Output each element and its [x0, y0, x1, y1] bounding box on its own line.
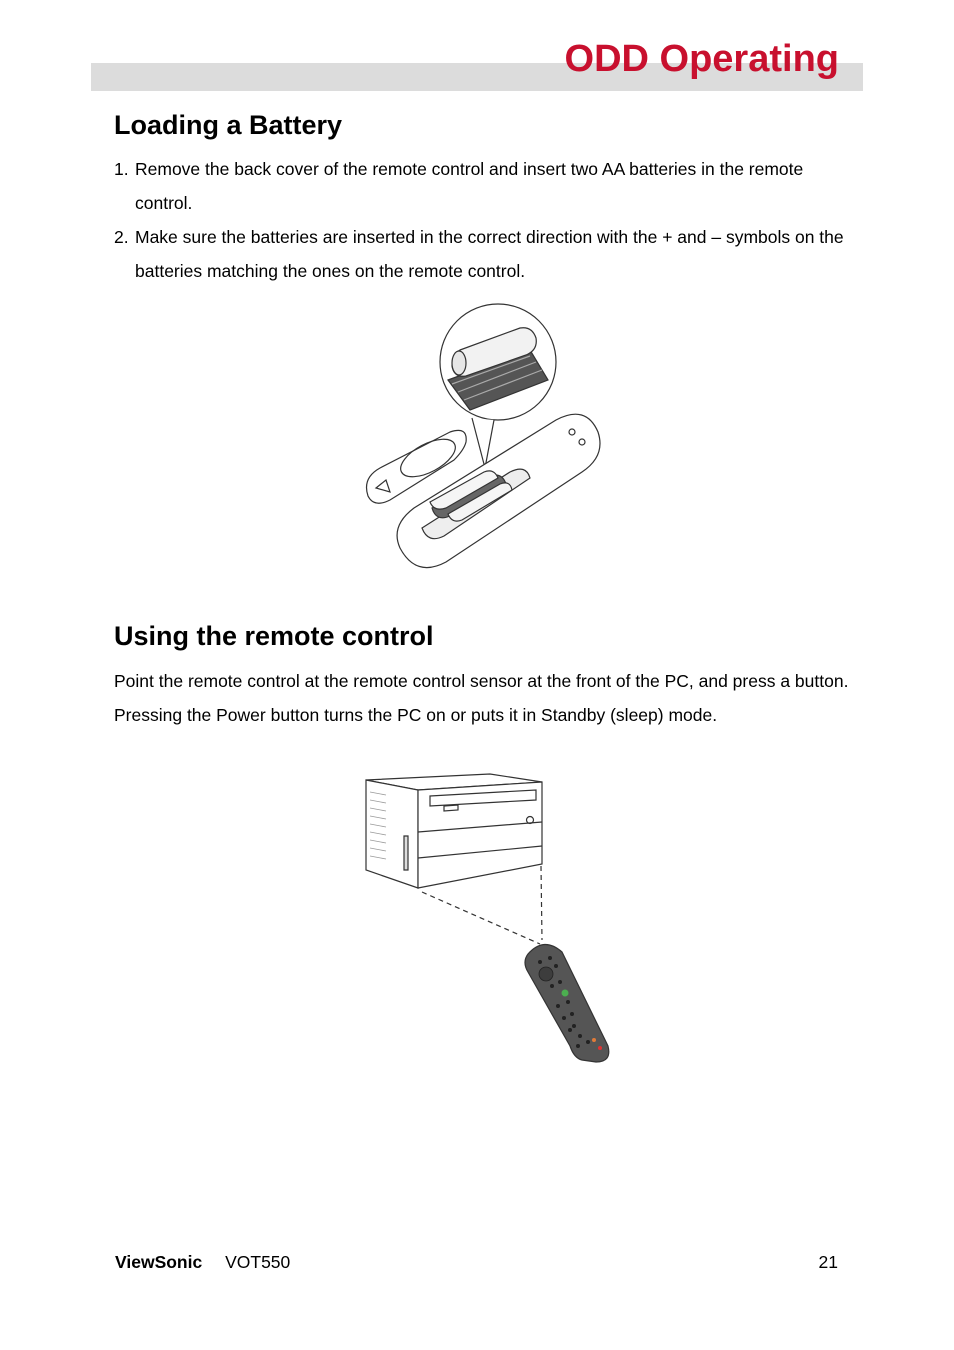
footer-model: VOT550 — [225, 1252, 291, 1272]
remote-usage-paragraph: Point the remote control at the remote control sensor at the front of the PC, and press a button. Pressing the Power button turns the PC on or puts it in Standby (sleep) mode. — [114, 671, 849, 725]
list-item — [114, 152, 854, 220]
section-heading-using-remote: Using the remote control — [114, 621, 434, 651]
step-text: Remove the back cover of the remote control and insert two AA batteries in the remote control. — [135, 159, 804, 213]
step-number: 1. — [114, 159, 129, 179]
pc-remote-illustration — [360, 770, 615, 1065]
step-number: 2. — [114, 227, 129, 247]
footer-brand: ViewSonic — [115, 1252, 203, 1272]
section-heading-loading-battery: Loading a Battery — [114, 110, 343, 140]
footer — [115, 1252, 838, 1273]
steps-list — [114, 152, 854, 288]
battery-loading-illustration — [360, 300, 610, 575]
list-item — [114, 220, 854, 288]
page-title: ODD Operating — [564, 38, 839, 80]
page-number: 21 — [818, 1252, 838, 1272]
step-text: Make sure the batteries are inserted in the correct direction with the + and – symbols on the batteries matching the ones on the remote control. — [135, 227, 844, 281]
